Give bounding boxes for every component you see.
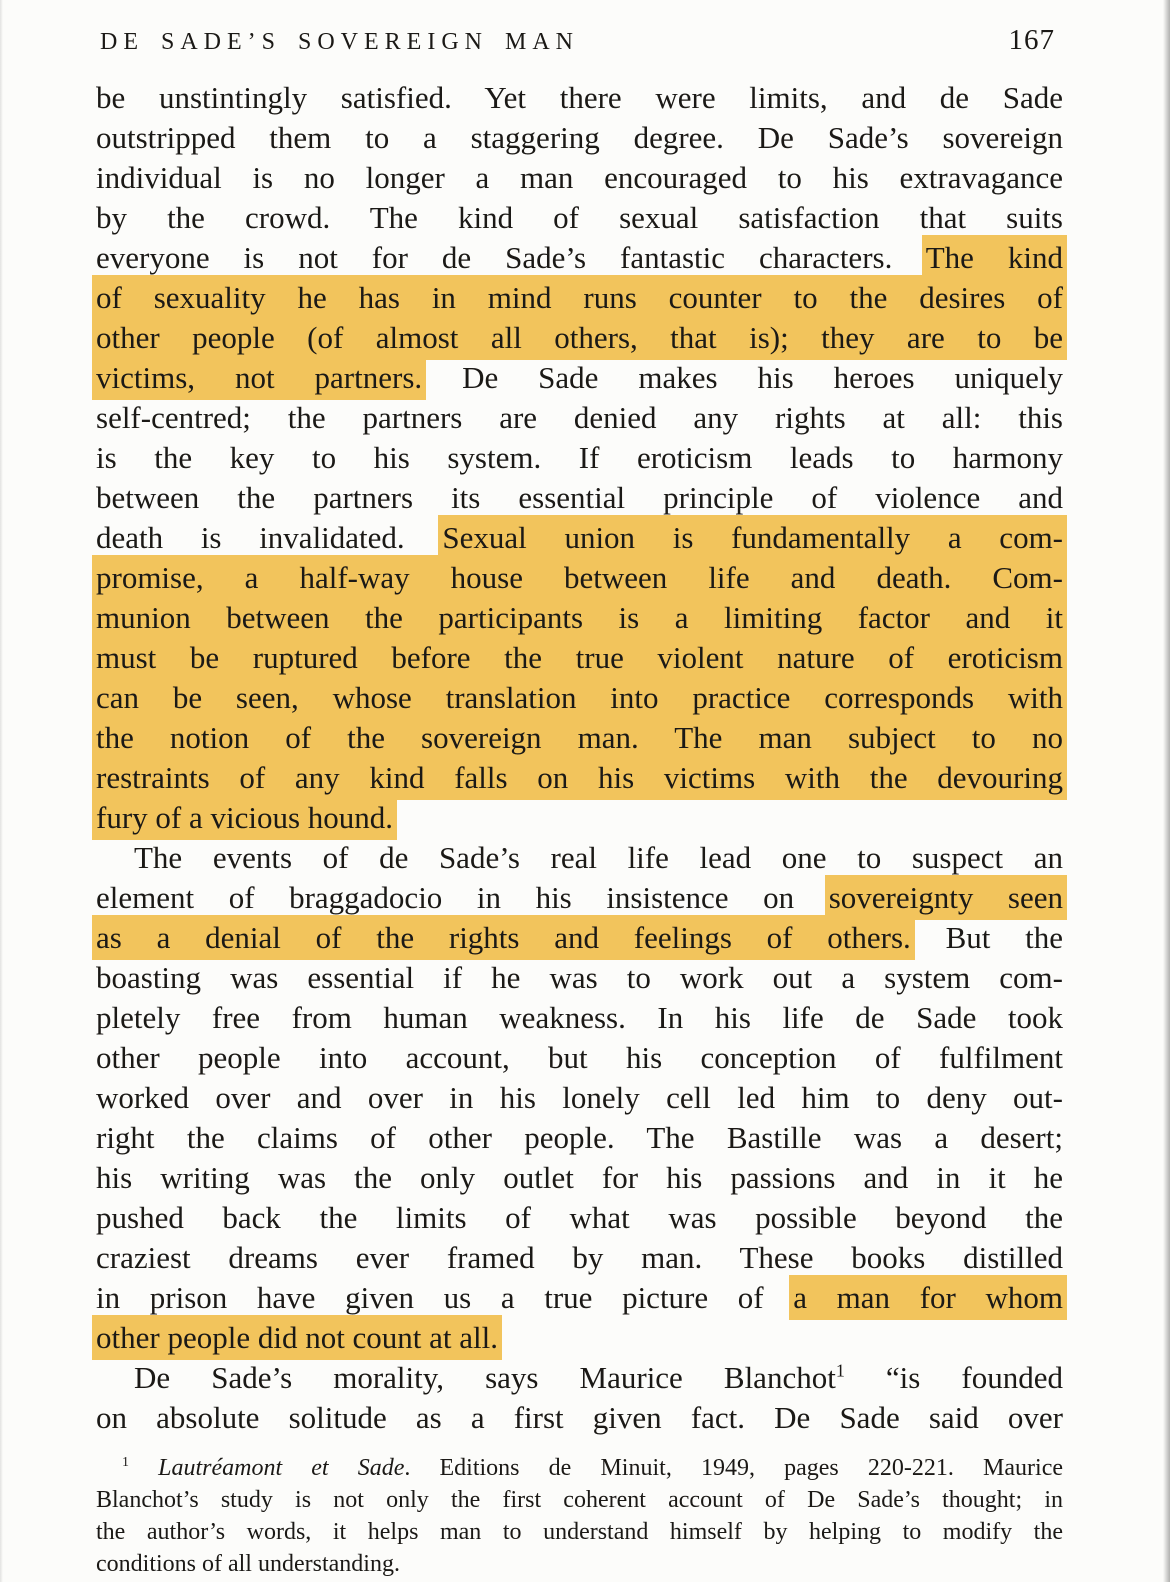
text-line: [96, 1398, 1063, 1438]
text-line: [96, 678, 1063, 718]
text-line: [96, 238, 1063, 278]
text-line: [96, 398, 1063, 438]
text-line: [96, 1484, 1063, 1516]
highlighted-text: can be seen, whose translation into practice corresponds with: [96, 675, 1063, 720]
text-segment: on absolute solitude as a first given fact. De Sade said over: [96, 1400, 1063, 1435]
text-segment: by the crowd. The kind of sexual satisfaction that suits: [96, 200, 1063, 235]
text-segment: conditions of all understanding.: [96, 1551, 400, 1577]
footnote: [96, 1452, 1063, 1580]
text-line: [96, 1078, 1063, 1118]
text-line: [96, 758, 1063, 798]
text-segment: “is founded: [844, 1360, 1063, 1395]
highlighted-text: the notion of the sovereign man. The man subject to no: [96, 715, 1063, 760]
body-text: [96, 78, 1063, 1438]
footnote-marker: 1: [122, 1455, 129, 1470]
text-segment: craziest dreams ever framed by man. These books distilled: [96, 1240, 1063, 1275]
text-line: [96, 518, 1063, 558]
text-line: [96, 358, 1063, 398]
highlighted-text: munion between the participants is a limiting factor and it: [96, 595, 1063, 640]
text-line: [96, 998, 1063, 1038]
highlighted-text: of sexuality he has in mind runs counter to the desires of: [96, 275, 1063, 320]
text-line: [96, 798, 1063, 838]
text-line: [96, 158, 1063, 198]
text-line: [96, 1278, 1063, 1318]
text-line: [96, 838, 1063, 878]
text-line: [96, 1452, 1063, 1484]
highlighted-text: other people (of almost all others, that is); they are to be: [96, 315, 1063, 360]
text-segment: pushed back the limits of what was possible beyond the: [96, 1200, 1063, 1235]
text-segment: death is invalidated.: [96, 520, 443, 555]
footnote-marker: 1: [835, 1360, 845, 1381]
text-line: [96, 598, 1063, 638]
text-segment: self-centred; the partners are denied any rights at all: this: [96, 400, 1063, 435]
text-segment: element of braggadocio in his insistence on: [96, 880, 829, 915]
text-line: [96, 198, 1063, 238]
text-segment: right the claims of other people. The Bastille was a desert;: [96, 1120, 1063, 1155]
highlighted-text: victims, not partners.: [96, 355, 422, 400]
text-line: [96, 118, 1063, 158]
text-segment: De Sade’s morality, says Maurice Blanchot: [134, 1360, 836, 1395]
text-line: [96, 438, 1063, 478]
highlighted-text: as a denial of the rights and feelings of others.: [96, 915, 911, 960]
text-line: [96, 1118, 1063, 1158]
text-segment: The events of de Sade’s real life lead one to suspect an: [134, 840, 1063, 875]
highlighted-text: The kind: [926, 235, 1063, 280]
text-line: [96, 478, 1063, 518]
highlighted-text: fury of a vicious hound.: [96, 795, 393, 840]
text-line: [96, 878, 1063, 918]
page-number: 167: [1008, 24, 1055, 56]
text-segment: between the partners its essential principle of violence and: [96, 480, 1063, 515]
text-line: [96, 958, 1063, 998]
italic-text: Lautréamont et Sade: [128, 1455, 405, 1481]
running-head-title: DE SADE’S SOVEREIGN MAN: [100, 29, 580, 55]
text-segment: the author’s words, it helps man to understand himself by helping to modify the: [96, 1519, 1063, 1545]
text-line: [96, 718, 1063, 758]
text-segment: other people into account, but his conception of fulfilment: [96, 1040, 1063, 1075]
text-segment: Blanchot’s study is not only the first coherent account of De Sade’s thought; in: [96, 1487, 1063, 1513]
highlighted-text: Sexual union is fundamentally a com-: [442, 515, 1063, 560]
text-line: [96, 1198, 1063, 1238]
text-line: [96, 558, 1063, 598]
highlighted-text: restraints of any kind falls on his victims with the devouring: [96, 755, 1063, 800]
text-line: [96, 1516, 1063, 1548]
text-line: [96, 638, 1063, 678]
highlighted-text: other people did not count at all.: [96, 1315, 498, 1360]
text-line: [96, 1238, 1063, 1278]
text-segment: is the key to his system. If eroticism leads to harmony: [96, 440, 1063, 475]
text-line: [96, 1158, 1063, 1198]
text-segment: De Sade makes his heroes uniquely: [422, 360, 1064, 395]
text-line: [96, 78, 1063, 118]
text-line: [96, 1038, 1063, 1078]
text-segment: outstripped them to a staggering degree. De Sade’s sovereign: [96, 120, 1063, 155]
text-segment: individual is no longer a man encouraged to his extravagance: [96, 160, 1063, 195]
text-line: [96, 278, 1063, 318]
text-segment: But the: [910, 920, 1063, 955]
running-header: [100, 24, 1055, 57]
text-segment: everyone is not for de Sade’s fantastic characters.: [96, 240, 926, 275]
text-segment: pletely free from human weakness. In his life de Sade took: [96, 1000, 1063, 1035]
highlighted-text: must be ruptured before the true violent nature of eroticism: [96, 635, 1063, 680]
text-segment: worked over and over in his lonely cell led him to deny out-: [96, 1080, 1063, 1115]
text-line: [96, 918, 1063, 958]
text-line: [96, 1548, 1063, 1580]
text-segment: his writing was the only outlet for his passions and in it he: [96, 1160, 1063, 1195]
text-segment: boasting was essential if he was to work out a system com-: [96, 960, 1063, 995]
text-segment: . Editions de Minuit, 1949, pages 220-221. Maurice: [404, 1455, 1063, 1481]
text-line: [96, 1358, 1063, 1398]
text-segment: be unstintingly satisfied. Yet there were limits, and de Sade: [96, 80, 1063, 115]
text-line: [96, 318, 1063, 358]
text-line: [96, 1318, 1063, 1358]
highlighted-text: sovereignty seen: [829, 875, 1063, 920]
highlighted-text: a man for whom: [793, 1275, 1063, 1320]
text-segment: in prison have given us a true picture of: [96, 1280, 794, 1315]
highlighted-text: promise, a half-way house between life and death. Com-: [96, 555, 1063, 600]
